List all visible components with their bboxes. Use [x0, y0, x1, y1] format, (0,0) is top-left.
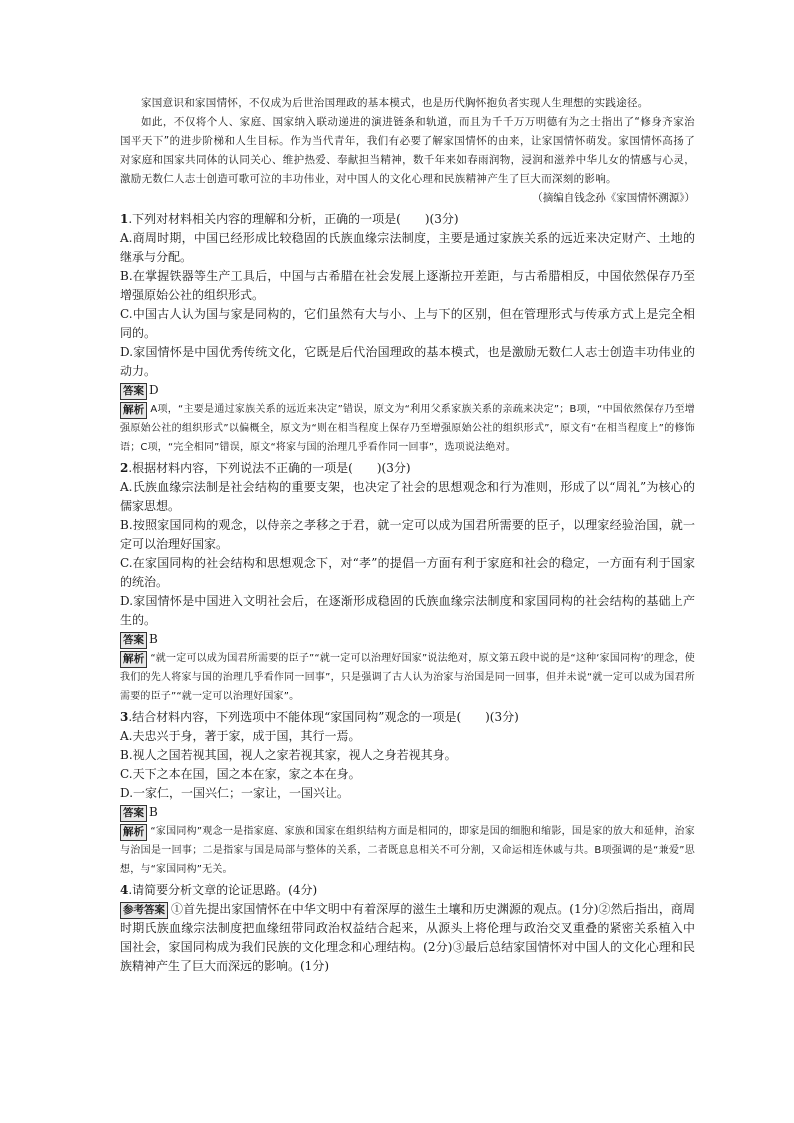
question-3-number: 3 — [120, 710, 129, 724]
question-2-text: .根据材料内容，下列说法不正确的一项是( )(3分) — [128, 461, 411, 475]
question-2-analysis-text: “就一定可以成为国君所需要的臣子”“就一定可以治理好国家”说法绝对，原文第五段中说的是“这种‘家国同构’的理念，使我们的先人将家与国的治理几乎看作同一回事”，只是强调了古人认为治家与治国是同一回事，但并未说“就一定可以成为国君所需要的臣子”“就一定可以治理好国家”。 — [120, 653, 695, 702]
question-2-option-a: A.氏族血缘宗法制是社会结构的重要支架，也决定了社会的思想观念和行为准则，形成了以“周礼”为核心的儒家思想。 — [120, 480, 695, 513]
passage-source: （摘编自钱念孙《家国情怀溯源》） — [532, 192, 695, 204]
question-2-option-b: B.按照家国同构的观念，以侍亲之孝移之于君，就一定可以成为国君所需要的臣子，以理家经验治国，就一定可以治理好国家。 — [120, 518, 695, 551]
question-1-answer — [120, 381, 695, 400]
question-1-text: .下列对材料相关内容的理解和分析，正确的一项是( )(3分) — [128, 212, 459, 226]
question-3-text: .结合材料内容，下列选项中不能体现“家国同构”观念的一项是( )(3分) — [128, 710, 519, 724]
question-4 — [120, 881, 695, 976]
question-4-number: 4 — [120, 883, 129, 897]
answer-label: 答案 — [120, 805, 147, 822]
question-4-text: .请简要分析文章的论证思路。(4分) — [128, 883, 318, 897]
passage-paragraph-2: 如此，不仅将个人、家庭、国家纳入联动递进的演进链条和轨道，而且为千千万万明德有为之士指出了“修身齐家治国平天下”的进步阶梯和人生目标。作为当代青年，我们有必要了解家国情怀的由来，让家国情怀萌发。家国情怀高扬了对家庭和国家共同体的认同关心、维护热爱、奉献担当精神，数千年来如春雨润物，浸润和滋养中华儿女的情感与心灵，激励无数仁人志士创造可歌可泣的丰功伟业，对中国人的文化心理和民族精神产生了巨大而深刻的影响。 — [120, 116, 695, 185]
question-2-stem — [120, 459, 695, 478]
passage — [120, 94, 695, 189]
question-1-option-d: D.家国情怀是中国优秀传统文化，它既是后代治国理政的基本模式，也是激励无数仁人志士创造丰功伟业的动力。 — [120, 345, 695, 378]
analysis-label: 解析 — [120, 824, 147, 841]
question-3-option-b: B.视人之国若视其国，视人之家若视其家，视人之身若视其身。 — [120, 748, 457, 762]
question-1-stem — [120, 210, 695, 229]
question-1-option-a: A.商周时期，中国已经形成比较稳固的氏族血缘宗法制度，主要是通过家族关系的远近来决定财产、土地的继承与分配。 — [120, 231, 695, 264]
question-2-option-d: D.家国情怀是中国进入文明社会后，在逐渐形成稳固的氏族血缘宗法制度和家国同构的社会结构的基础上产生的。 — [120, 594, 695, 627]
question-3-option-d: D.一家仁，一国兴仁；一家让，一国兴让。 — [120, 786, 350, 800]
question-1 — [120, 210, 695, 457]
question-1-option-b: B.在掌握铁器等生产工具后，中国与古希腊在社会发展上逐渐拉开差距，与古希腊相反，中国依然保存乃至增强原始公社的组织形式。 — [120, 269, 695, 302]
analysis-label: 解析 — [120, 651, 147, 668]
answer-label: 答案 — [120, 383, 147, 400]
reference-answer-label: 参考答案 — [120, 902, 168, 919]
question-3-answer-value: B — [149, 805, 158, 819]
question-1-option-c: C.中国古人认为国与家是同构的，它们虽然有大与小、上与下的区别，但在管理形式与传承方式上是完全相同的。 — [120, 307, 695, 340]
question-4-stem — [120, 881, 695, 900]
question-2 — [120, 459, 695, 706]
question-3-analysis-text: “家国同构”观念一是指家庭、家族和国家在组织结构方面是相同的，即家是国的细胞和缩影，国是家的放大和延伸，治家与治国是一回事；二是指家与国是局部与整体的关系，二者既息息相关不可分割，又命运相连休戚与共。B项强调的是“兼爱”思想，与“家国同构”无关。 — [120, 826, 695, 875]
question-3-answer — [120, 803, 695, 822]
question-1-answer-value: D — [149, 383, 159, 397]
document-page — [120, 94, 695, 976]
question-2-answer — [120, 630, 695, 649]
question-2-option-c: C.在家国同构的社会结构和思想观念下，对“孝”的提倡一方面有利于家庭和社会的稳定，一方面有利于国家的统治。 — [120, 556, 695, 589]
question-4-reference-text: ①首先提出家国情怀在中华文明中有着深厚的滋生土壤和历史渊源的观点。(1分)②然后指出，商周时期氏族血缘宗法制度把血缘纽带同政治权益结合起来，从源头上将伦理与政治交叉重叠的紧密关系植入中国社会，家国同构成为我们民族的文化理念和心理结构。(2分)③最后总结家国情怀对中国人的文化心理和民族精神产生了巨大而深远的影响。(1分) — [120, 902, 695, 973]
question-1-number: 1 — [120, 212, 129, 226]
question-3-stem — [120, 708, 695, 727]
question-3 — [120, 708, 695, 879]
analysis-label: 解析 — [120, 402, 147, 419]
question-2-number: 2 — [120, 461, 129, 475]
passage-paragraph-1: 家国意识和家国情怀，不仅成为后世治国理政的基本模式，也是历代胸怀抱负者实现人生理想的实践途径。 — [141, 97, 649, 109]
question-2-analysis — [120, 649, 695, 706]
question-1-analysis — [120, 400, 695, 457]
question-3-option-a: A.夫忠兴于身，著于家，成于国，其行一焉。 — [120, 729, 361, 743]
question-3-option-c: C.天下之本在国，国之本在家，家之本在身。 — [120, 767, 361, 781]
question-2-answer-value: B — [149, 632, 158, 646]
question-4-reference-answer — [120, 900, 695, 976]
question-1-analysis-text: A项，“主要是通过家族关系的远近来决定”错误，原文为“利用父系家族关系的亲疏来决定”；B项，“中国依然保存乃至增强原始公社的组织形式”以偏概全，原文为“则在相当程度上保存乃至增强原始公社的组织形式”，原文有“在相当程度上”的修饰语；C项，“完全相同”错误，原文“将家与国的治理几乎看作同一回事”，选项说法绝对。 — [120, 404, 695, 453]
answer-label: 答案 — [120, 632, 147, 649]
question-3-analysis — [120, 822, 695, 879]
